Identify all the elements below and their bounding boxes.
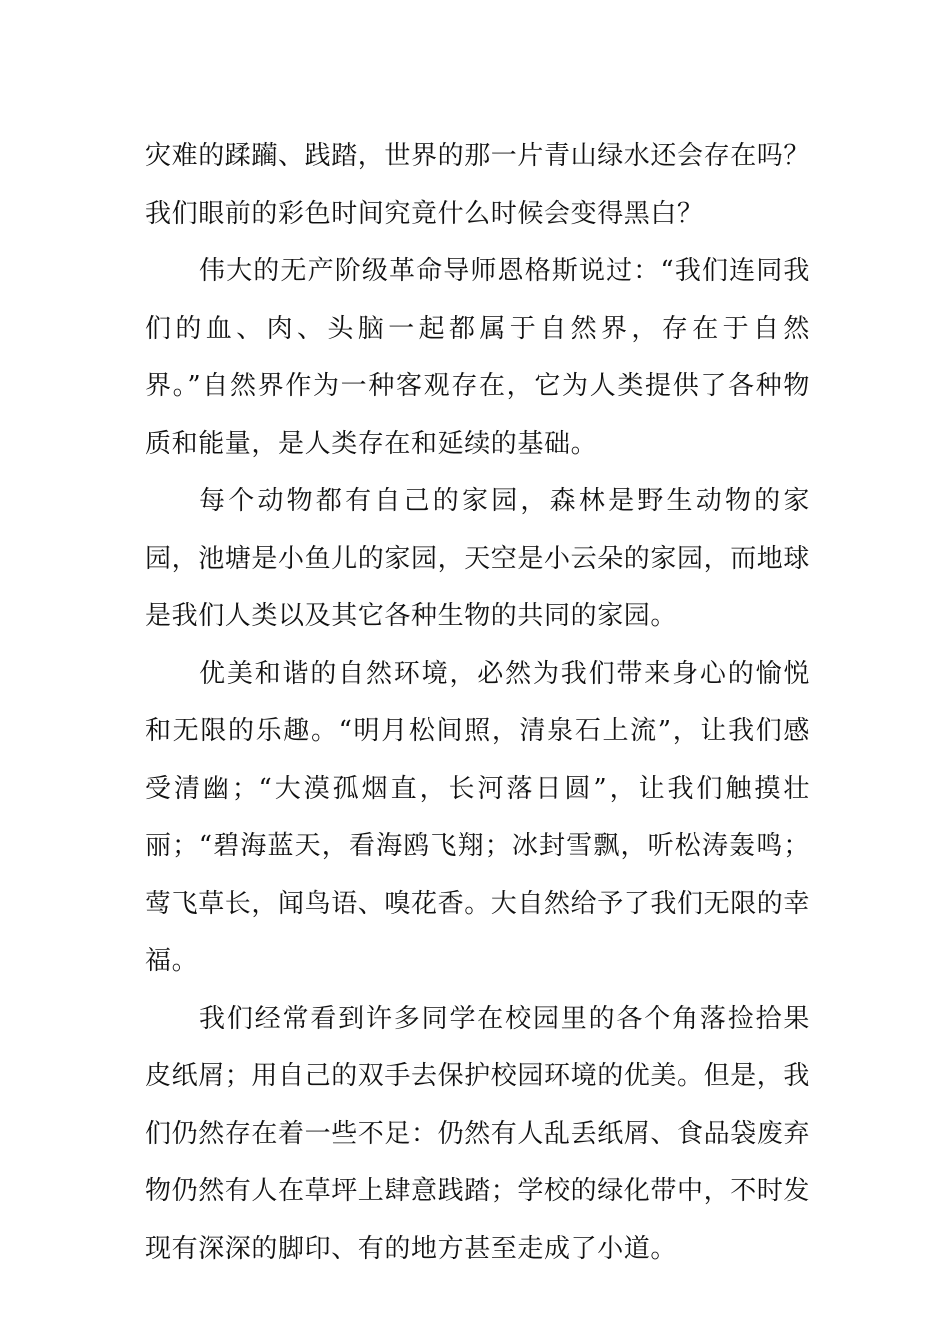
paragraph-homes: 每个动物都有自己的家园，森林是野生动物的家园，池塘是小鱼儿的家园，天空是小云朵的家园，而地球是我们人类以及其它各种生物的共同的家园。 <box>145 486 811 631</box>
paragraph-campus: 我们经常看到许多同学在校园里的各个角落捡拾果皮纸屑；用自己的双手去保护校园环境的优美。但是，我们仍然存在着一些不足：仍然有人乱丢纸屑、食品袋废弃物仍然有人在草坪上肆意践踏；学校的绿化带中，不时发现有深深的脚印、有的地方甚至走成了小道。 <box>145 1003 811 1264</box>
paragraph-nature-beauty: 优美和谐的自然环境，必然为我们带来身心的愉悦和无限的乐趣。“明月松间照，清泉石上流”，让我们感受清幽；“大漠孤烟直，长河落日圆”，让我们触摸壮丽；“碧海蓝天，看海鸥飞翔；冰封雪飘，听松涛轰鸣；莺飞草长，闻鸟语、嗅花香。大自然给予了我们无限的幸福。 <box>145 658 811 976</box>
paragraph-engels-quote: 伟大的无产阶级革命导师恩格斯说过：“我们连同我们的血、肉、头脑一起都属于自然界，存在于自然界。”自然界作为一种客观存在，它为人类提供了各种物质和能量，是人类存在和延续的基础。 <box>145 256 810 459</box>
paragraph-continuation: 灾难的蹂躏、践踏，世界的那一片青山绿水还会存在吗？我们眼前的彩色时间究竟什么时候会变得黑白？ <box>145 141 811 229</box>
document-body <box>145 128 810 1278</box>
